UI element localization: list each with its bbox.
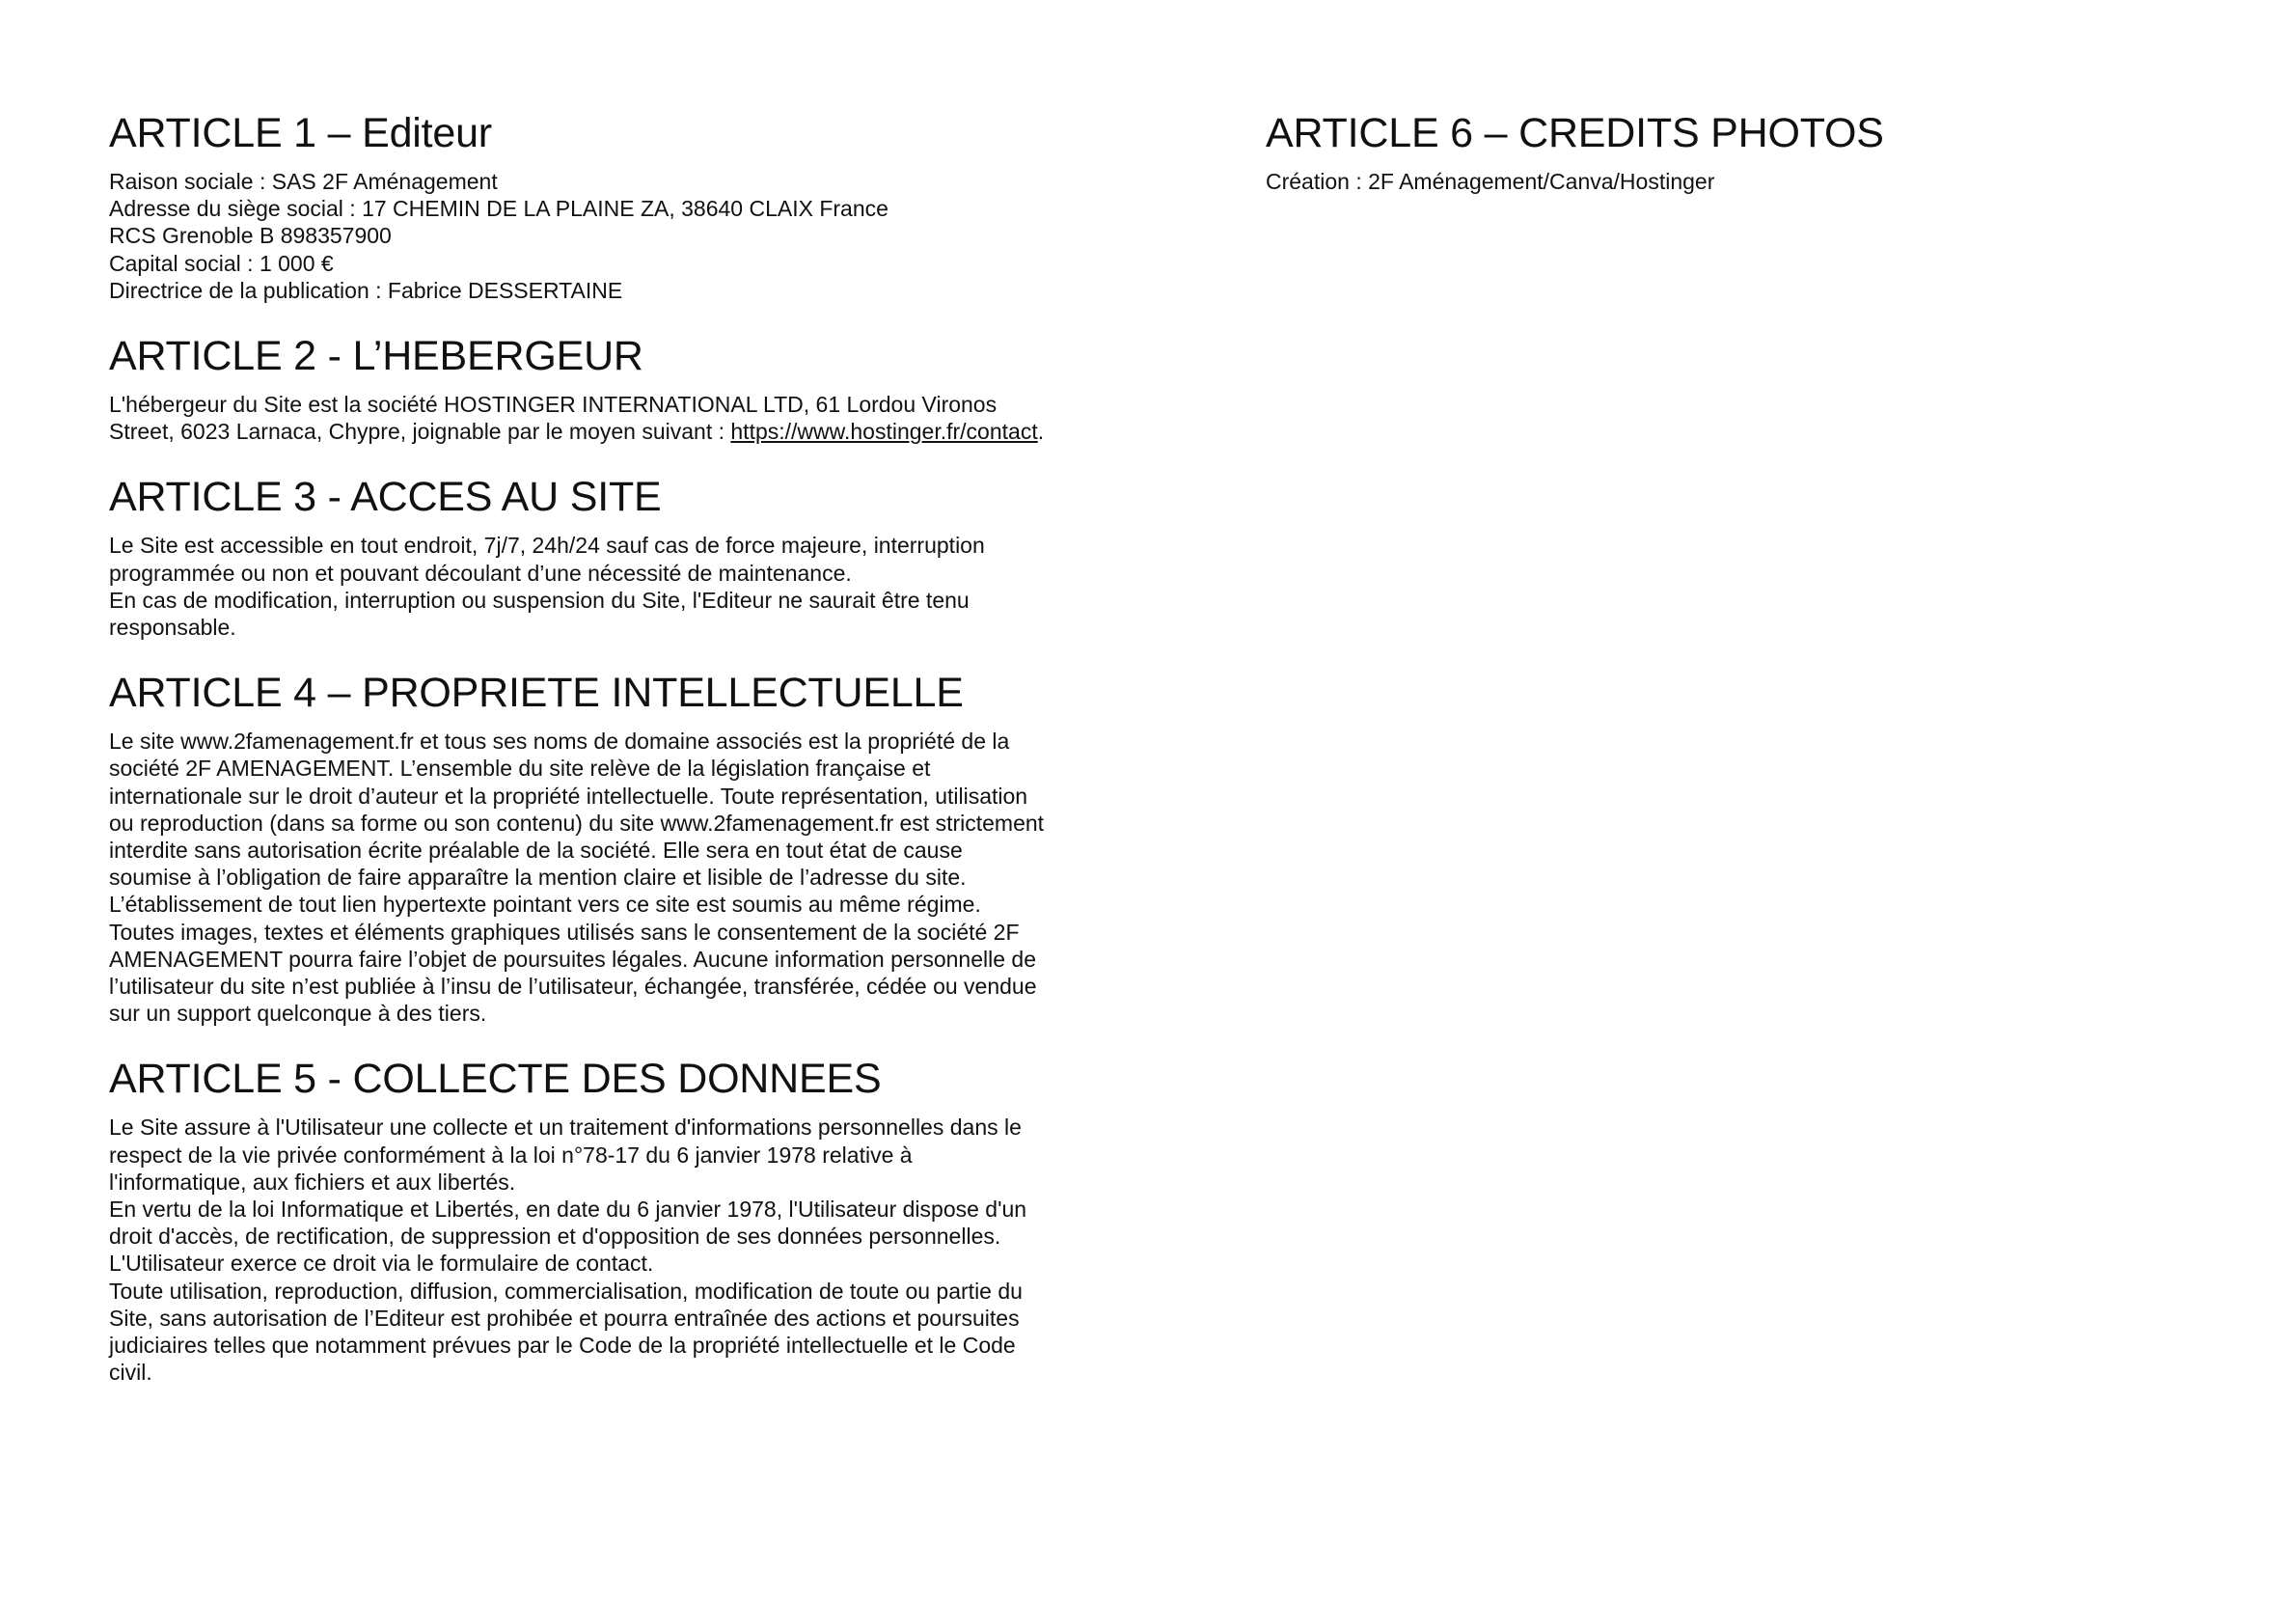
share-capital: Capital social : 1 000 € [109, 250, 334, 276]
article-6-credits-photos [1266, 108, 2134, 195]
article-paragraph: Le Site assure à l'Utilisateur une collecte et un traitement d'informations personnelles dans le respect de la vie privée conformément à la loi n°78-17 du 6 janvier 1978 relative à l'informatique, aux fichiers et aux libertés. [109, 1115, 1022, 1195]
article-paragraph: Le site www.2famenagement.fr et tous ses noms de domaine associés est la propriété de la société 2F AMENAGEMENT. L’ensemble du site relève de la législation française et internationale sur le droit d’auteur et la propriété intellectuelle. Toute représentation, utilisation ou reproduction (dans sa forme ou son contenu) du site www.2famenagement.fr est strictement interdite sans autorisation écrite préalable de la société. Elle sera en tout état de cause soumise à l’obligation de faire apparaître la mention claire et lisible de l’adresse du site. L’établissement de tout lien hypertexte pointant vers ce site est soumis au même régime. Toutes images, textes et éléments graphiques utilisés sans le consentement de la société 2F AMENAGEMENT pourra faire l’objet de poursuites légales. Aucune information personnelle de l’utilisateur du site n’est publiée à l’insu de l’utilisateur, échangée, transférée, cédée ou vendue sur un support quelconque à des tiers. [109, 729, 1045, 1027]
article-title: ARTICLE 5 - COLLECTE DES DONNEES [109, 1056, 882, 1103]
host-paragraph [109, 391, 1050, 445]
right-column [1266, 108, 2134, 222]
article-1-editeur [109, 108, 1050, 304]
article-paragraph: Toute utilisation, reproduction, diffusion, commercialisation, modification de toute ou partie du Site, sans autorisation de l’Editeur est prohibée et pourra entraînée des actions et poursuites judiciaires telles que notamment prévues par le Code de la propriété intellectuelle et le Code civil. [109, 1278, 1023, 1386]
article-title: ARTICLE 3 - ACCES AU SITE [109, 474, 662, 521]
article-body [109, 1114, 1050, 1386]
article-body [109, 168, 1050, 304]
publication-director: Directrice de la publication : Fabrice DESSERTAINE [109, 277, 623, 303]
article-paragraph: En cas de modification, interruption ou suspension du Site, l'Editeur ne saurait être tenu responsable. [109, 587, 970, 641]
host-contact-link[interactable]: https://www.hostinger.fr/contact [730, 419, 1038, 445]
article-paragraph: En vertu de la loi Informatique et Libertés, en date du 6 janvier 1978, l'Utilisateur dispose d'un droit d'accès, de rectification, de suppression et d'opposition de ses données personnelles. L'Utilisateur exerce ce droit via le formulaire de contact. [109, 1197, 1027, 1277]
article-body [109, 391, 1050, 445]
host-text-end: . [1037, 419, 1045, 445]
article-body [1266, 168, 2134, 195]
rcs-number: RCS Grenoble B 898357900 [109, 223, 392, 249]
article-5-collecte-des-donnees [109, 1054, 1050, 1386]
article-2-hebergeur [109, 331, 1050, 445]
article-body [109, 532, 1050, 641]
article-body [109, 728, 1050, 1027]
article-3-acces-au-site [109, 472, 1050, 641]
company-name: Raison sociale : SAS 2F Aménagement [109, 169, 498, 194]
article-title: ARTICLE 1 – Editeur [109, 110, 492, 156]
article-title: ARTICLE 2 - L’HEBERGEUR [109, 333, 643, 380]
article-4-propriete-intellectuelle [109, 668, 1050, 1027]
left-column [109, 108, 1050, 1414]
article-paragraph: Le Site est accessible en tout endroit, 7j/7, 24h/24 sauf cas de force majeure, interruption programmée ou non et pouvant découlant d’une nécessité de maintenance. [109, 533, 985, 586]
host-text: L'hébergeur du Site est la société HOSTINGER INTERNATIONAL LTD, 61 Lordou Vironos Street, 6023 Larnaca, Chypre, joignable par le moyen suivant : [109, 392, 998, 445]
article-title: ARTICLE 6 – CREDITS PHOTOS [1266, 110, 1884, 156]
photo-credits: Création : 2F Aménagement/Canva/Hostinger [1266, 169, 1715, 194]
article-title: ARTICLE 4 – PROPRIETE INTELLECTUELLE [109, 670, 964, 717]
head-office-address: Adresse du siège social : 17 CHEMIN DE LA PLAINE ZA, 38640 CLAIX France [109, 196, 888, 222]
